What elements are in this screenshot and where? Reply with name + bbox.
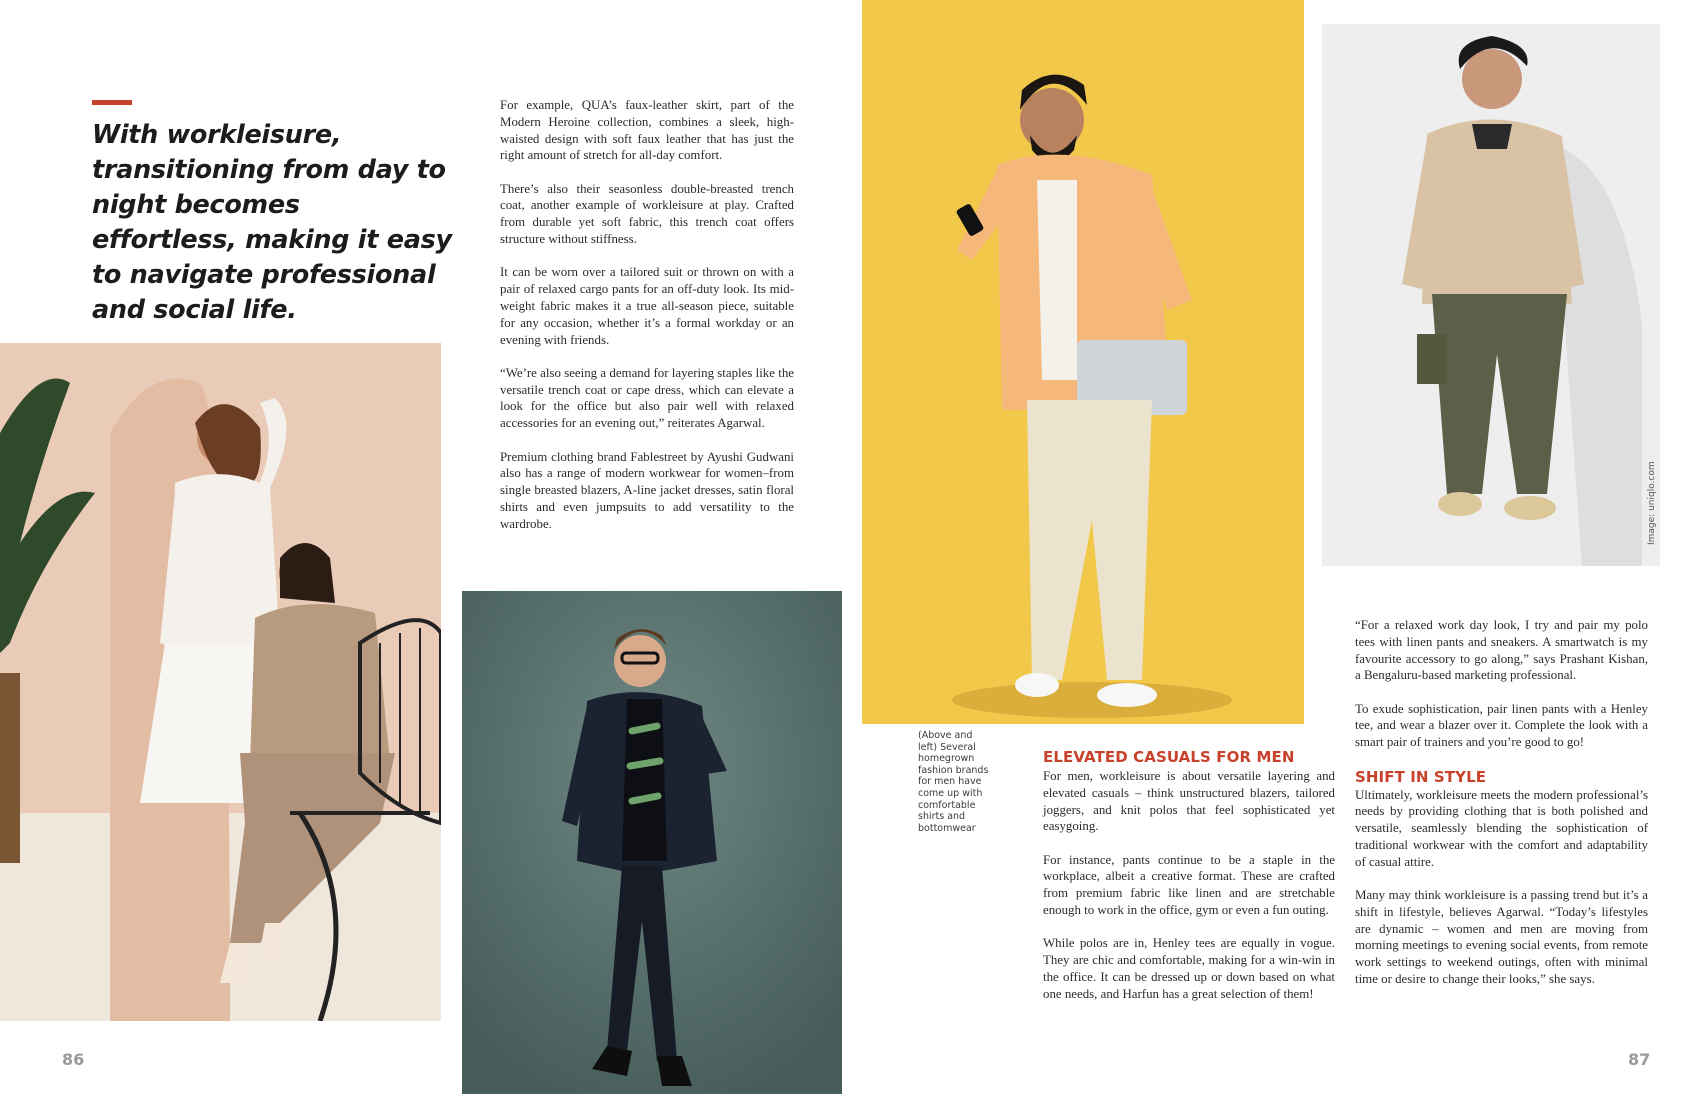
paragraph: Many may think workleisure is a passing trend but it’s a shift in lifestyle, believes Agarwal. “Today’s lifestyles are dynamic – women and men are moving from morning meetings to evening social events, from remote work settings to weekend outings, often with minimal time or desire to change their looks,” she says. [1355, 888, 1648, 987]
photo-man-yellow-backdrop [862, 0, 1304, 724]
photo-man-hoodie [1322, 24, 1660, 566]
photo-women-workleisure [0, 343, 441, 1021]
paragraph: “We’re also seeing a demand for layering staples like the versatile trench coat or cape dress, which can elevate a look for the office but also pair well with relaxed accessories for an evening out,” reiterates Agarwal. [500, 365, 794, 431]
body-column-middle [1043, 748, 1335, 1019]
paragraph: “For a relaxed work day look, I try and pair my polo tees with linen pants and sneakers. A smartwatch is my favourite accessory to go along,” says Prashant Kishan, a Bengaluru-based marketing professional. [1355, 618, 1648, 683]
paragraph: While polos are in, Henley tees are equally in vogue. They are chic and comfortable, making for a win-win in the office. It can be dressed up or down based on what one needs, and Harfun has a great selection of them! [1043, 936, 1335, 1001]
paragraph: There’s also their seasonless double-breasted trench coat, another example of workleisure at play. Crafted from durable yet soft fabric, this trench coat offers structure without stiffness. [500, 181, 794, 247]
section-heading-elevated-casuals: ELEVATED CASUALS FOR MEN [1043, 748, 1295, 766]
paragraph: Premium clothing brand Fablestreet by Ayushi Gudwani also has a range of modern workwear for women–from single breasted blazers, A-line jacket dresses, satin floral shirts and even jumpsuits to add versatility to the wardrobe. [500, 449, 794, 531]
page-number-right: 87 [1628, 1050, 1651, 1069]
image-credit: Image: uniqlo.com [1647, 461, 1657, 545]
accent-bar [92, 100, 132, 105]
section-heading-shift-in-style: SHIFT IN STYLE [1355, 767, 1487, 786]
paragraph: It can be worn over a tailored suit or thrown on with a pair of relaxed cargo pants for an off-duty look. Its mid-weight fabric makes it a true all-season piece, suitable for any occasion, whether it’s a formal workday or an evening with friends. [500, 265, 794, 347]
paragraph: Ultimately, workleisure meets the modern professional’s needs by providing clothing that is both polished and versatile, seamlessly blending the sophistication of traditional workwear with the comfort and adaptability of casual attire. [1355, 787, 1648, 869]
pull-quote: With workleisure, transitioning from day to night becomes effortless, making it easy to navigate professional and social life. [92, 120, 452, 325]
photo-man-yellow-image [862, 0, 1304, 724]
photo-man-hoodie-image [1322, 24, 1660, 566]
photo-man-blazer-image [462, 591, 842, 1094]
paragraph: For example, QUA’s faux-leather skirt, part of the Modern Heroine collection, combines a sleek, high-waisted design with soft faux leather that has just the right amount of stretch for all-day comfort. [500, 98, 794, 163]
paragraph: For instance, pants continue to be a staple in the workplace, albeit a creative format. These are crafted from premium fabric like linen and are stretchable enough to work in the office, gym or even a fun outing. [1043, 852, 1335, 918]
body-column-left [500, 97, 794, 549]
page-number-left: 86 [62, 1050, 85, 1069]
photo-women-image [0, 343, 441, 1021]
paragraph: To exude sophistication, pair linen pants with a Henley tee, and wear a blazer over it. Complete the look with a smart pair of trainers and you’re good to go! [1355, 701, 1648, 750]
paragraph: For men, workleisure is about versatile layering and elevated casuals – think unstructured blazers, tailored joggers, and knit polos that feel sophisticated yet easygoing. [1043, 769, 1335, 834]
photo-caption: (Above and left) Several homegrown fashion brands for men have come up with comfortable shirts and bottomwear [918, 730, 989, 834]
photo-man-blazer [462, 591, 842, 1094]
body-column-right [1355, 617, 1648, 1004]
